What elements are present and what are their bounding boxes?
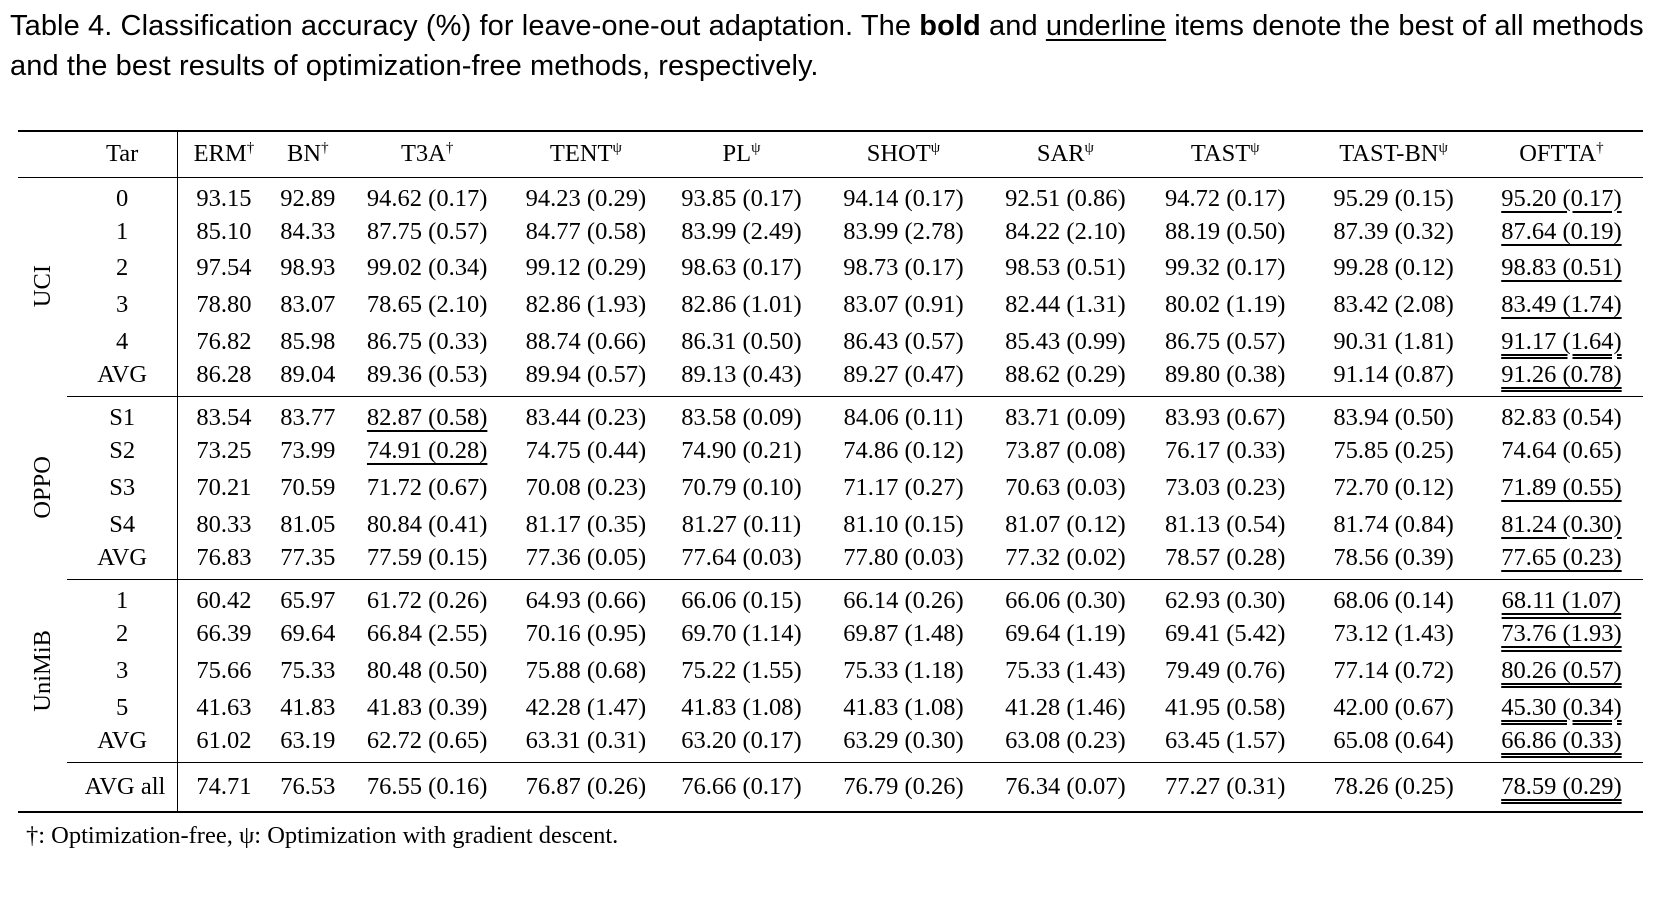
- table-cell: 95.20 (0.17): [1501, 184, 1622, 212]
- row-target: S4: [67, 506, 178, 543]
- table-cell: 99.02 (0.34): [366, 254, 488, 282]
- table-cell: 63.19: [269, 726, 346, 763]
- table-row: [18, 506, 1643, 543]
- table-cell: 84.22 (2.10): [1005, 217, 1126, 245]
- table-cell: 74.91 (0.28): [366, 437, 488, 465]
- table-cell: 63.31 (0.31): [508, 726, 664, 763]
- table-cell: 77.14 (0.72): [1333, 657, 1454, 685]
- table-cell: 91.17 (1.64): [1501, 327, 1622, 355]
- table-cell: 70.21: [196, 474, 252, 502]
- table-cell: 86.75 (0.57): [1164, 327, 1286, 355]
- table-cell: 76.55 (0.16): [346, 763, 508, 813]
- table-cell: 66.86 (0.33): [1480, 726, 1643, 763]
- table-cell: 69.41 (5.42): [1164, 620, 1286, 648]
- row-target: S2: [67, 433, 178, 470]
- table-cell: 84.33: [280, 217, 336, 245]
- table-cell: 82.86 (1.93): [525, 291, 647, 319]
- row-target: 5: [67, 689, 178, 726]
- header-bn: BN†: [269, 131, 346, 177]
- row-target: 0: [67, 177, 178, 214]
- table-cell: 86.28: [178, 360, 270, 397]
- table-cell: 86.43 (0.57): [843, 327, 964, 355]
- table-cell: 81.24 (0.30): [1501, 510, 1622, 538]
- table-cell: 84.77 (0.58): [525, 217, 647, 245]
- table-cell: 42.00 (0.67): [1333, 693, 1454, 721]
- group-oppo: [18, 397, 1643, 580]
- table-cell: 72.70 (0.12): [1333, 474, 1454, 502]
- table-cell: 62.93 (0.30): [1164, 587, 1286, 615]
- table-cell: 81.07 (0.12): [1005, 510, 1126, 538]
- table-cell: 66.06 (0.15): [681, 587, 802, 615]
- table-cell: 89.04: [269, 360, 346, 397]
- table-cell: 60.42: [196, 587, 252, 615]
- table-cell: 76.17 (0.33): [1164, 437, 1286, 465]
- table-cell: 83.58 (0.09): [681, 404, 802, 432]
- table-row: [18, 360, 1643, 397]
- table-cell: 83.49 (1.74): [1501, 291, 1622, 319]
- header-tent: $TENT^\psi$: [508, 131, 664, 177]
- table-cell: 83.93 (0.67): [1164, 404, 1286, 432]
- table-cell: 69.64: [280, 620, 336, 648]
- table-cell: 83.42 (2.08): [1333, 291, 1454, 319]
- table-cell: 84.06 (0.11): [843, 404, 964, 432]
- table-cell: 77.35: [269, 543, 346, 580]
- table-cell: 88.74 (0.66): [525, 327, 647, 355]
- table-cell: 61.72 (0.26): [366, 587, 488, 615]
- header-erm: ERM†: [178, 131, 270, 177]
- table-cell: 80.02 (1.19): [1164, 291, 1286, 319]
- table-cell: 70.08 (0.23): [525, 474, 647, 502]
- table-cell: 83.99 (2.78): [843, 217, 964, 245]
- table-cell: 83.44 (0.23): [525, 404, 647, 432]
- table-cell: 45.30 (0.34): [1501, 693, 1622, 721]
- table-cell: 82.87 (0.58): [366, 404, 488, 432]
- table-cell: 83.77: [280, 404, 336, 432]
- row-target: AVG all: [18, 763, 178, 813]
- row-target: AVG: [67, 543, 178, 580]
- table-cell: 83.99 (2.49): [681, 217, 802, 245]
- table-cell: 99.12 (0.29): [525, 254, 647, 282]
- table-cell: 79.49 (0.76): [1164, 657, 1286, 685]
- table-row: [18, 763, 1643, 813]
- table-cell: 78.80: [196, 291, 252, 319]
- table-cell: 92.89: [280, 184, 336, 212]
- table-cell: 65.08 (0.64): [1307, 726, 1480, 763]
- table-cell: 77.32 (0.02): [988, 543, 1144, 580]
- results-table: [18, 130, 1643, 813]
- row-target: 2: [67, 250, 178, 287]
- table-cell: 77.27 (0.31): [1143, 763, 1307, 813]
- table-cell: 71.89 (0.55): [1501, 474, 1622, 502]
- table-cell: 82.83 (0.54): [1501, 404, 1622, 432]
- table-cell: 77.64 (0.03): [664, 543, 820, 580]
- table-cell: 61.02: [178, 726, 270, 763]
- table-cell: 85.98: [280, 327, 336, 355]
- table-cell: 89.94 (0.57): [508, 360, 664, 397]
- table-cell: 73.25: [196, 437, 252, 465]
- table-cell: 81.17 (0.35): [525, 510, 647, 538]
- header-row: [18, 131, 1643, 177]
- table-cell: 41.83 (1.08): [843, 693, 964, 721]
- table-cell: 69.64 (1.19): [1005, 620, 1126, 648]
- table-cell: 66.14 (0.26): [843, 587, 964, 615]
- table-cell: 85.43 (0.99): [1005, 327, 1126, 355]
- table-cell: 73.76 (1.93): [1501, 620, 1622, 648]
- table-cell: 99.28 (0.12): [1333, 254, 1454, 282]
- table-cell: 75.33: [280, 657, 336, 685]
- table-cell: 77.65 (0.23): [1480, 543, 1643, 580]
- table-cell: 76.87 (0.26): [508, 763, 664, 813]
- table-cell: 83.54: [196, 404, 252, 432]
- table-cell: 77.80 (0.03): [819, 543, 987, 580]
- caption-underline-word: underline: [1045, 10, 1167, 42]
- table-cell: 74.90 (0.21): [681, 437, 802, 465]
- group-unimib: [18, 580, 1643, 763]
- table-cell: 74.64 (0.65): [1501, 437, 1622, 465]
- table-cell: 70.16 (0.95): [525, 620, 647, 648]
- table-cell: 93.85 (0.17): [681, 184, 802, 212]
- table-row: [18, 616, 1643, 653]
- table-cell: 98.93: [280, 254, 336, 282]
- table-cell: 42.28 (1.47): [525, 693, 647, 721]
- table-cell: 94.62 (0.17): [366, 184, 488, 212]
- header-tast-bn: TAST-$BN^\psi$: [1307, 131, 1480, 177]
- table-cell: 76.66 (0.17): [664, 763, 820, 813]
- table-cell: 99.32 (0.17): [1164, 254, 1286, 282]
- table-cell: 41.95 (0.58): [1164, 693, 1286, 721]
- caption-suffix: items denote the best of all methods and the best results of optimization-free methods, respectively.: [10, 10, 1644, 82]
- table-cell: 98.83 (0.51): [1501, 254, 1622, 282]
- table-row: [18, 250, 1643, 287]
- table-cell: 93.15: [196, 184, 252, 212]
- header-oftta: OFTTA†: [1480, 131, 1643, 177]
- table-cell: 89.80 (0.38): [1143, 360, 1307, 397]
- table-cell: 63.08 (0.23): [988, 726, 1144, 763]
- table-row: [18, 580, 1643, 617]
- table-cell: 66.84 (2.55): [366, 620, 488, 648]
- table-cell: 87.75 (0.57): [366, 217, 488, 245]
- caption-bold-word: bold: [919, 10, 981, 42]
- row-target: 3: [67, 653, 178, 690]
- table-cell: 76.34 (0.07): [988, 763, 1144, 813]
- row-target: 2: [67, 616, 178, 653]
- table-row: [18, 653, 1643, 690]
- table-cell: 76.79 (0.26): [819, 763, 987, 813]
- table-cell: 64.93 (0.66): [525, 587, 647, 615]
- table-cell: 70.79 (0.10): [681, 474, 802, 502]
- caption-middle: and: [980, 10, 1046, 42]
- table-cell: 78.56 (0.39): [1307, 543, 1480, 580]
- table-row: [18, 470, 1643, 507]
- table-cell: 75.66: [196, 657, 252, 685]
- row-target: 1: [67, 214, 178, 251]
- table-cell: 69.70 (1.14): [681, 620, 802, 648]
- table-cell: 66.06 (0.30): [1005, 587, 1126, 615]
- table-cell: 85.10: [196, 217, 252, 245]
- table-cell: 94.14 (0.17): [843, 184, 964, 212]
- overall-average: [18, 763, 1643, 813]
- table-cell: 91.14 (0.87): [1307, 360, 1480, 397]
- table-cell: 41.83 (1.08): [681, 693, 802, 721]
- table-cell: 73.87 (0.08): [1005, 437, 1126, 465]
- table-cell: 87.64 (0.19): [1501, 217, 1622, 245]
- table-cell: 90.31 (1.81): [1333, 327, 1454, 355]
- table-cell: 68.11 (1.07): [1501, 587, 1622, 615]
- table-cell: 77.36 (0.05): [508, 543, 664, 580]
- table-cell: 73.12 (1.43): [1333, 620, 1454, 648]
- table-footnote: †: Optimization-free, ψ: Optimization with gradient descent.: [26, 822, 619, 849]
- group-uci: [18, 177, 1643, 397]
- table-cell: 76.82: [196, 327, 252, 355]
- row-target: AVG: [67, 360, 178, 397]
- table-cell: 89.13 (0.43): [664, 360, 820, 397]
- table-cell: 83.71 (0.09): [1005, 404, 1126, 432]
- group-label: UCI: [28, 265, 56, 308]
- row-target: AVG: [67, 726, 178, 763]
- table-cell: 89.27 (0.47): [819, 360, 987, 397]
- header-t3a: T3A†: [346, 131, 508, 177]
- table-cell: 41.83 (0.39): [366, 693, 488, 721]
- table-row: [18, 433, 1643, 470]
- table-cell: 94.23 (0.29): [525, 184, 647, 212]
- table-cell: 78.57 (0.28): [1143, 543, 1307, 580]
- table-cell: 81.27 (0.11): [681, 510, 802, 538]
- table-cell: 76.53: [269, 763, 346, 813]
- table-cell: 94.72 (0.17): [1164, 184, 1286, 212]
- table-cell: 63.20 (0.17): [664, 726, 820, 763]
- table-cell: 70.59: [280, 474, 336, 502]
- table-cell: 88.19 (0.50): [1164, 217, 1286, 245]
- table-cell: 76.83: [178, 543, 270, 580]
- table-cell: 81.13 (0.54): [1164, 510, 1286, 538]
- table-row: [18, 177, 1643, 214]
- table-cell: 82.44 (1.31): [1005, 291, 1126, 319]
- table-row: [18, 287, 1643, 324]
- row-target: S1: [67, 397, 178, 434]
- caption-prefix: Table 4. Classification accuracy (%) for leave-one-out adaptation. The: [10, 10, 920, 42]
- header-tast: $TAST^\psi$: [1143, 131, 1307, 177]
- table-cell: 41.28 (1.46): [1005, 693, 1126, 721]
- row-target: 4: [67, 323, 178, 360]
- table-cell: 92.51 (0.86): [1005, 184, 1126, 212]
- group-label: OPPO: [28, 456, 56, 519]
- table-cell: 91.26 (0.78): [1480, 360, 1643, 397]
- table-cell: 68.06 (0.14): [1333, 587, 1454, 615]
- table-cell: 69.87 (1.48): [843, 620, 964, 648]
- table-cell: 63.45 (1.57): [1143, 726, 1307, 763]
- table-cell: 78.59 (0.29): [1480, 763, 1643, 813]
- header-group-blank: [18, 131, 67, 177]
- table-cell: 89.36 (0.53): [346, 360, 508, 397]
- table-cell: 74.75 (0.44): [525, 437, 647, 465]
- table-cell: 80.26 (0.57): [1501, 657, 1622, 685]
- table-cell: 81.74 (0.84): [1333, 510, 1454, 538]
- table-cell: 66.39: [196, 620, 252, 648]
- table-cell: 75.33 (1.18): [843, 657, 964, 685]
- table-cell: 71.17 (0.27): [843, 474, 964, 502]
- header-shot: $SHOT^\psi$: [819, 131, 987, 177]
- table-cell: 70.63 (0.03): [1005, 474, 1126, 502]
- header-pl: $PL^\psi$: [664, 131, 820, 177]
- table-cell: 73.99: [280, 437, 336, 465]
- table-cell: 80.33: [196, 510, 252, 538]
- table-cell: 98.63 (0.17): [681, 254, 802, 282]
- table-cell: 74.71: [178, 763, 270, 813]
- table-cell: 41.83: [280, 693, 336, 721]
- table-cell: 63.29 (0.30): [819, 726, 987, 763]
- table-cell: 83.07 (0.91): [843, 291, 964, 319]
- header-sar: $SAR^\psi$: [988, 131, 1144, 177]
- table-cell: 97.54: [196, 254, 252, 282]
- table-row: [18, 689, 1643, 726]
- table-cell: 75.85 (0.25): [1333, 437, 1454, 465]
- table-cell: 81.05: [280, 510, 336, 538]
- table-cell: 78.65 (2.10): [366, 291, 488, 319]
- table-row: [18, 214, 1643, 251]
- table-cell: 75.22 (1.55): [681, 657, 802, 685]
- table-cell: 81.10 (0.15): [843, 510, 964, 538]
- table-cell: 75.88 (0.68): [525, 657, 647, 685]
- table-cell: 88.62 (0.29): [988, 360, 1144, 397]
- table-cell: 87.39 (0.32): [1333, 217, 1454, 245]
- table-cell: 98.53 (0.51): [1005, 254, 1126, 282]
- table-cell: 83.07: [280, 291, 336, 319]
- table-cell: 77.59 (0.15): [346, 543, 508, 580]
- table-cell: 86.31 (0.50): [681, 327, 802, 355]
- row-target: S3: [67, 470, 178, 507]
- table-cell: 80.48 (0.50): [366, 657, 488, 685]
- table-caption: [10, 6, 1650, 86]
- table-cell: 83.94 (0.50): [1333, 404, 1454, 432]
- table-cell: 41.63: [196, 693, 252, 721]
- row-target: 1: [67, 580, 178, 617]
- group-label: UniMiB: [28, 629, 56, 712]
- table-cell: 65.97: [280, 587, 336, 615]
- table-cell: 86.75 (0.33): [366, 327, 488, 355]
- table-cell: 74.86 (0.12): [843, 437, 964, 465]
- row-target: 3: [67, 287, 178, 324]
- table-cell: 62.72 (0.65): [346, 726, 508, 763]
- table-row: [18, 543, 1643, 580]
- table-cell: 78.26 (0.25): [1307, 763, 1480, 813]
- table-cell: 71.72 (0.67): [366, 474, 488, 502]
- header-tar: Tar: [67, 131, 178, 177]
- table-cell: 95.29 (0.15): [1333, 184, 1454, 212]
- table-cell: 82.86 (1.01): [681, 291, 802, 319]
- table-cell: 73.03 (0.23): [1164, 474, 1286, 502]
- table-row: [18, 323, 1643, 360]
- table-cell: 75.33 (1.43): [1005, 657, 1126, 685]
- table-row: [18, 397, 1643, 434]
- table-row: [18, 726, 1643, 763]
- table-cell: 98.73 (0.17): [843, 254, 964, 282]
- table-cell: 80.84 (0.41): [366, 510, 488, 538]
